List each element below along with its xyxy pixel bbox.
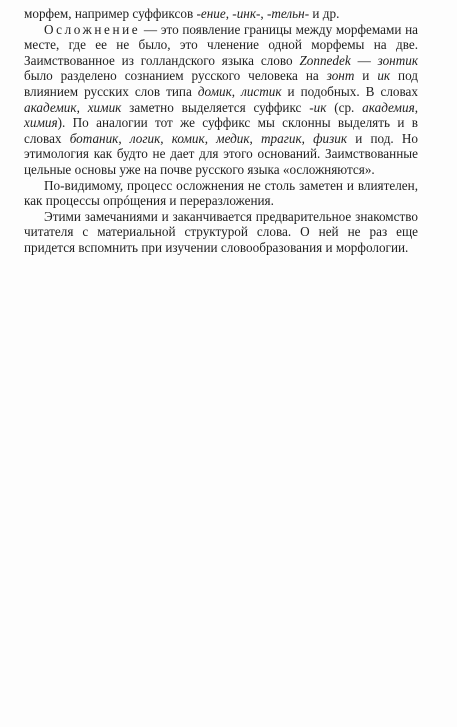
text-run: (ср. [326, 99, 363, 115]
italic-term: -ение [196, 6, 226, 21]
text-run: и под. Но этимология как будто не дает для этого оснований. Заимствованные цельные основы уже на почве русского языка «осложняются». [24, 130, 419, 177]
paragraph-conclusion [24, 209, 418, 256]
italic-term: -тельн- [266, 6, 310, 21]
italic-term: трагик [261, 130, 302, 146]
italic-term: физик [313, 130, 348, 146]
italic-term: Zonnedek [299, 52, 351, 68]
text-run: морфем, например суффиксов [24, 6, 197, 21]
spaced-term: Осложнение [44, 21, 141, 37]
italic-term: -инк- [232, 6, 261, 21]
italic-term: химик [87, 99, 122, 115]
paragraph-process-note [24, 178, 418, 209]
italic-term: зонт [326, 68, 355, 84]
text-run: и [354, 68, 378, 84]
italic-term: зонтик [377, 52, 419, 68]
italic-term: -ик [309, 99, 327, 115]
text-run: заметно выделяется суффикс [121, 99, 310, 115]
italic-term: академик [24, 99, 77, 115]
text-run: , [260, 6, 267, 21]
italic-term: химия [24, 115, 58, 131]
text-run: , [160, 130, 172, 146]
paragraph-continuation [24, 6, 418, 22]
text-run: По-видимому, процесс осложнения не столь заметен и влиятелен, как процессы опрóщения и переразложения. [24, 177, 418, 209]
text-run: , [225, 6, 233, 21]
text-run: , [118, 130, 130, 146]
text-run: ). По аналогии тот же суффикс мы склонны выделять и в словах [24, 115, 418, 146]
paragraph-complication-definition [24, 22, 418, 178]
text-run: , [231, 83, 242, 99]
italic-term: академия [362, 99, 415, 115]
text-run: Этими замечаниями и заканчивается предварительное знакомство читателя с материальной структурой слова. О ней не раз еще придется вспомнить при изучении словообразования и морфологии. [24, 208, 418, 255]
text-run: и подобных. В словах [281, 83, 418, 99]
text-run: было разделено сознанием русского человека на [24, 68, 327, 84]
text-run: и др. [309, 6, 340, 21]
text-run: под влиянием русских слов типа [24, 68, 419, 99]
italic-term: домик [197, 83, 232, 99]
text-run: , [76, 99, 88, 115]
italic-term: ик [377, 68, 391, 84]
italic-term: комик [171, 130, 205, 146]
italic-term: листик [241, 83, 282, 99]
text-run: — это появление границы между морфемами на месте, где ее не было, это членение одной морфемы на две. Заимствованное из голландского языка слово [24, 21, 418, 68]
text-run: , [301, 130, 314, 146]
italic-term: медик [216, 130, 250, 146]
page-text [24, 6, 418, 256]
text-run: , [204, 130, 217, 146]
text-run: — [350, 52, 378, 68]
text-run: , [249, 130, 262, 146]
italic-term: ботаник [69, 130, 119, 146]
italic-term: логик [129, 130, 161, 146]
text-run: , [414, 99, 418, 115]
